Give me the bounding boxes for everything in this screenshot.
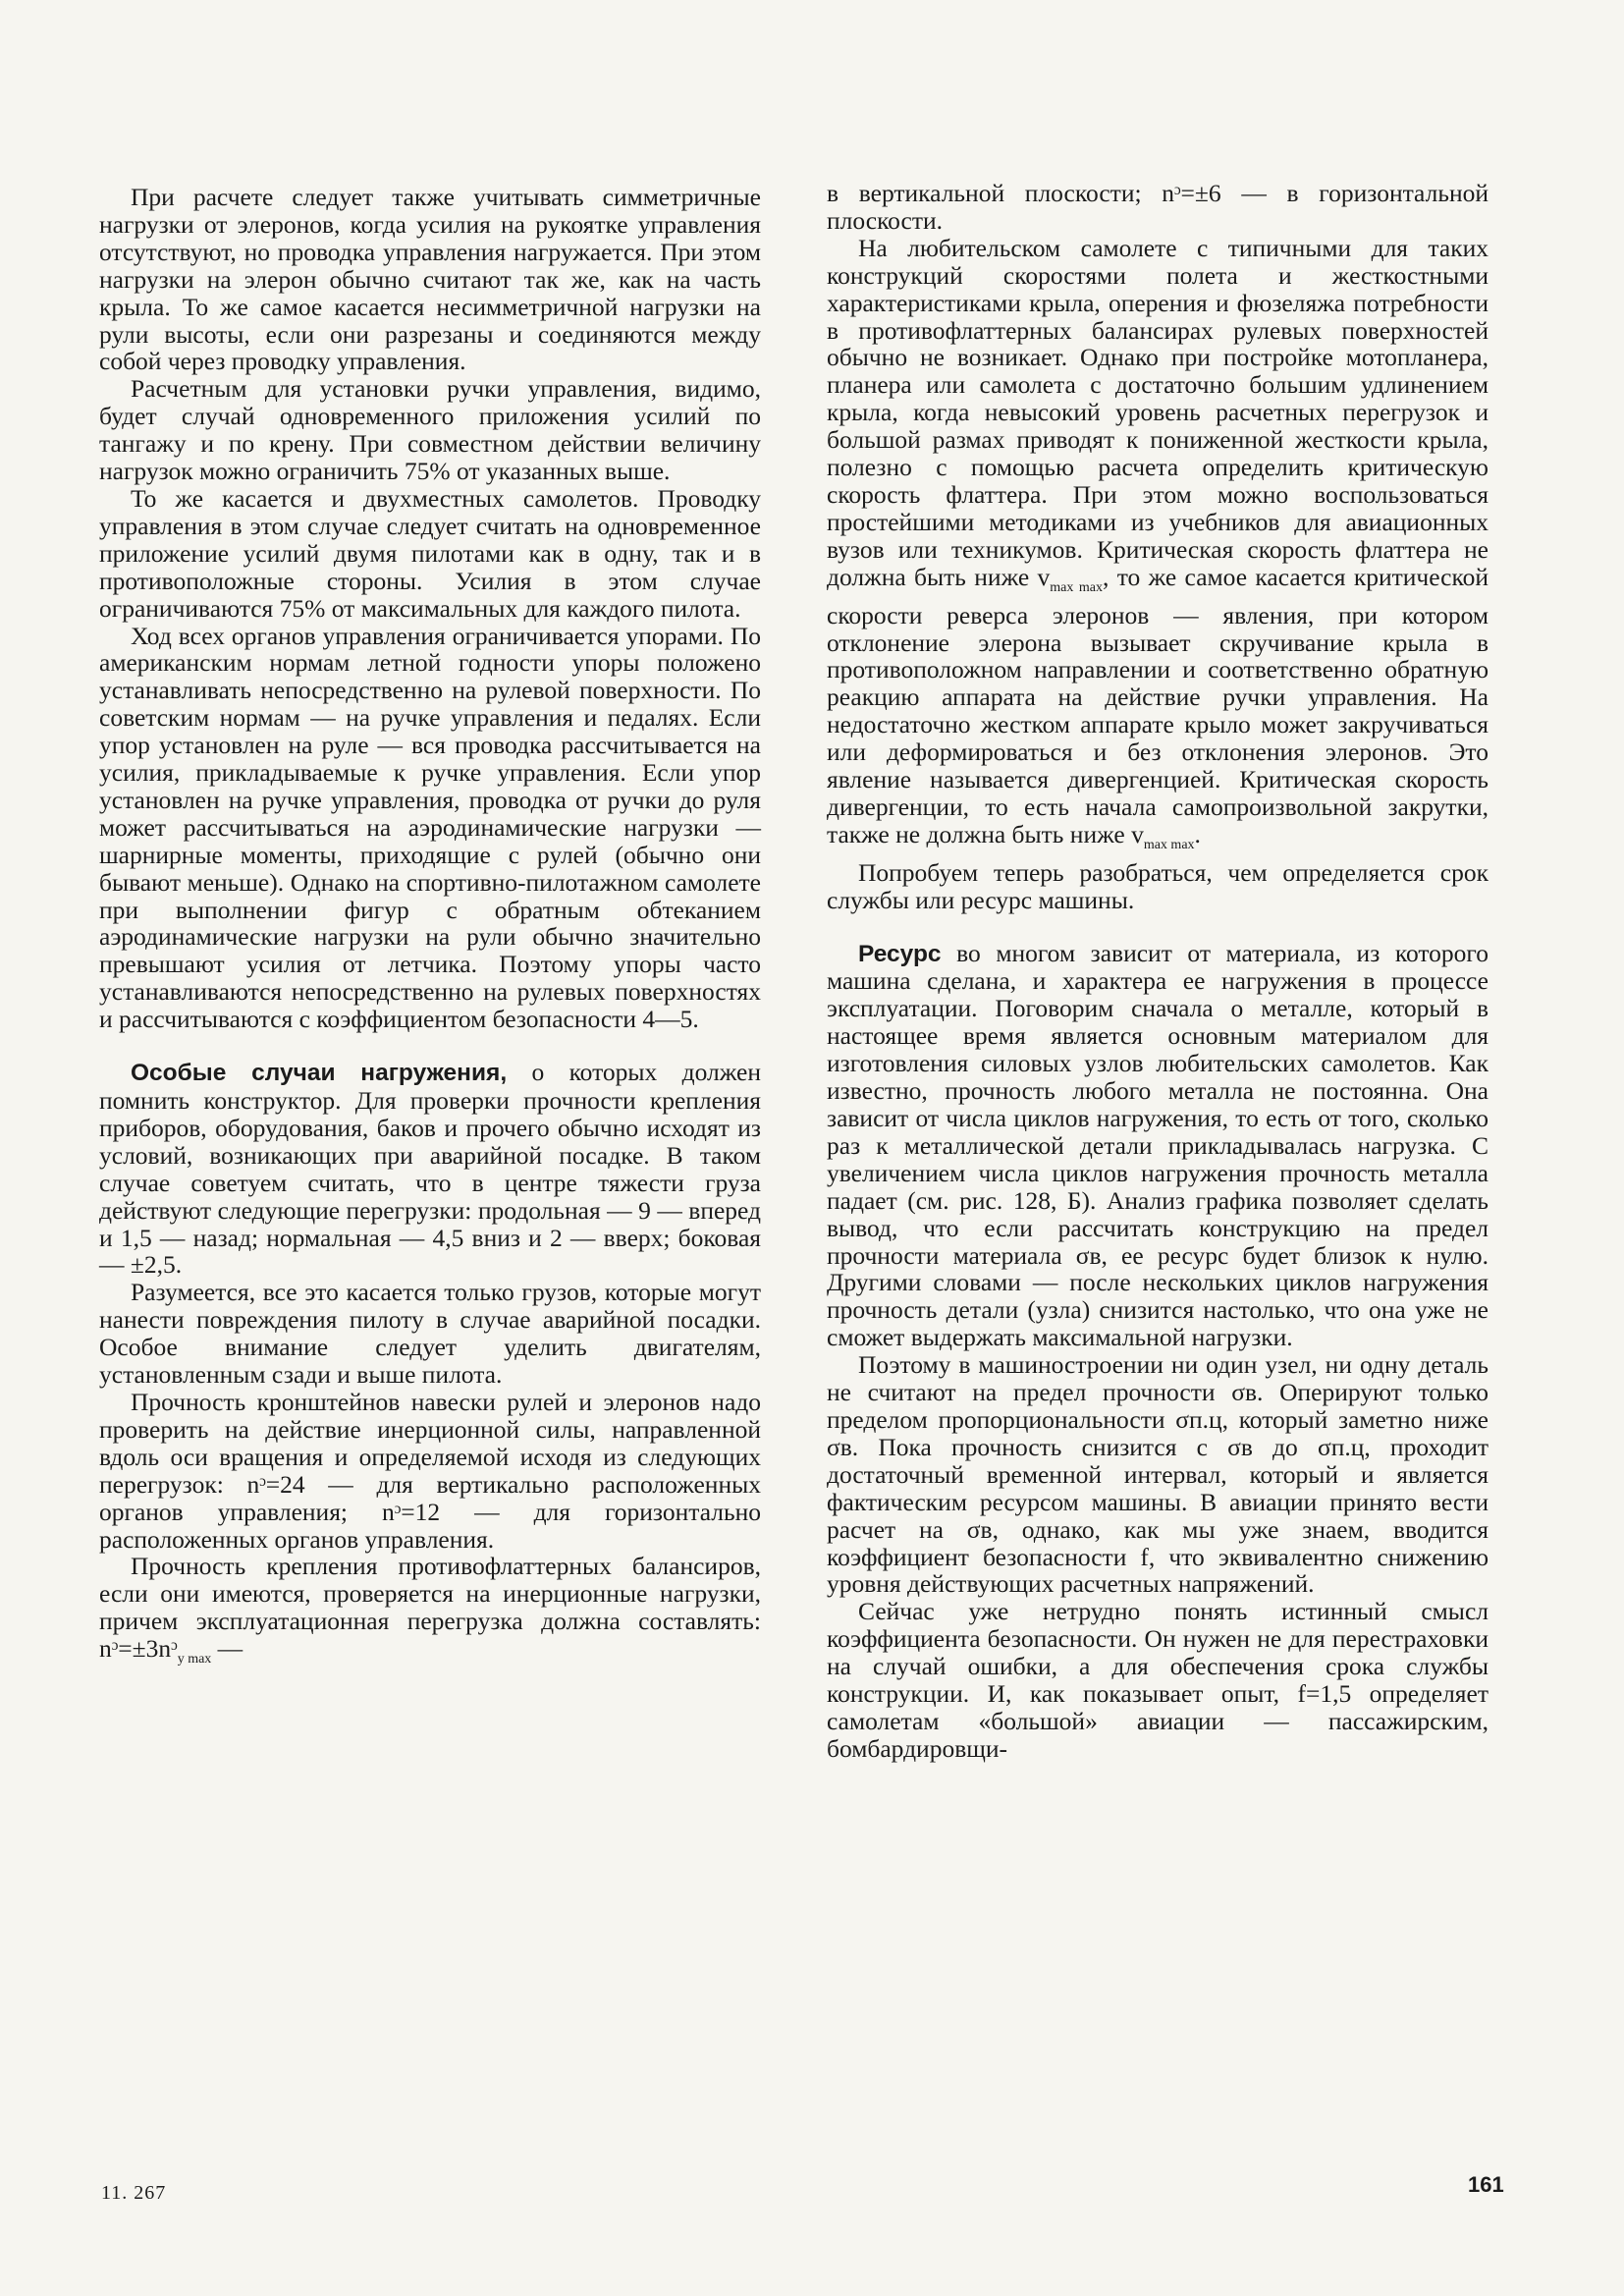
balancers-tail: —	[211, 1634, 244, 1664]
flutter-subscript-2: max max	[1143, 837, 1195, 852]
special-loads-text: о которых должен помнить конструктор. Для проверки прочности крепления приборов, оборудования, баков и прочего обычно исходят из условий, возникающих при аварийной посадке. В таком случае советуем считать, что в центре тяжести груза действуют следующие перегрузки: продольная — 9 — вперед и 1,5 — назад; нормальная — 4,5 вниз и 2 — вверх; боковая — ±2,5.	[99, 1058, 761, 1280]
section-heading-special-loads: Особые случаи нагружения,	[131, 1060, 508, 1087]
printer-signature: 11. 267	[101, 2182, 167, 2204]
paragraph-flutter	[827, 235, 1489, 859]
paragraph-special-loads	[99, 1059, 761, 1279]
paragraph-stops: Ход всех органов управления ограничивается упорами. По американским нормам летной годности упоры положено устанавливать непосредственно на рулевой поверхности. По советским нормам — на ручке управления и педалях. Если упор установлен на руле — вся проводка рассчитывается на усилия, прикладываемые к ручке управления. Если упор установлен на ручке управления, проводка от ручки до руля может рассчитываться на аэродинамические нагрузки — шарнирные моменты, приходящие с рулей (обычно они бывают меньше). Однако на спортивно-пилотажном самолете при выполнении фигур с обратным обтеканием аэродинамические нагрузки на рули обычно значительно превышают усилия от летчика. Поэтому упоры часто устанавливаются непосредственно на рулевых поверхностях и рассчитываются с коэффициентом безопасности 4—5.	[99, 621, 761, 1034]
paragraph-safety-factor: Сейчас уже нетрудно понять истинный смысл коэффициента безопасности. Он нужен не для перестраховки на случай ошибки, а для обеспечения срока службы конструкции. И, как показывает опыт, f=1,5 определяет самолетам «большой» авиации — пассажирским, бомбардировщи-	[827, 1597, 1489, 1763]
flutter-text-b: , то же самое касается критической скорости реверса элеронов — явления, при котором отклонение элерона вызывает скручивание крыла в противоположном направлении и соответственно обратную реакцию аппарата на действие ручки управления. На недостаточно жестком аппарате крыло может закручиваться или деформироваться и без отклонения элеронов. Это явление называется дивергенцией. Критическая скорость дивергенции, то есть начала самопроизвольной закрутки, также не должна быть ниже v	[827, 562, 1489, 848]
paragraph-mechanical-engineering: Поэтому в машиностроении ни один узел, ни одну деталь не считают на предел прочности σв. Оперируют только пределом пропорциональности σп.ц, который заметно ниже σв. Пока прочность снизится с σв до σп.ц, проходит достаточный временной интервал, который и является фактическим ресурсом машины. В авиации принято вести расчет на σв, однако, как мы уже знаем, вводится коэффициент безопасности f, что эквивалентно снижению уровня действующих расчетных напряжений.	[827, 1350, 1489, 1599]
paragraph-cargo: Разумеется, все это касается только грузов, которые могут нанести повреждения пилоту в случае аварийной посадки. Особое внимание следует уделить двигателям, установленным сзади и выше пилота.	[99, 1278, 761, 1390]
paragraph-balancers	[99, 1553, 761, 1673]
flutter-text-a: На любительском самолете с типичными для таких конструкций скоростями полета и жесткостными характеристиками крыла, оперения и фюзеляжа потребности в противофлаттерных балансирах рулевых поверхностей обычно не возникает. Однако при постройке мотопланера, планера или самолета с достаточно большим удлинением крыла, когда невысокий уровень расчетных перегрузок и большой размах приводят к пониженной жесткости крыла, полезно с помощью расчета определить критическую скорость флаттера. При этом можно воспользоваться простейшими методиками из учебников для авиационных вузов или техникумов. Критическая скорость флаттера не должна быть ниже v	[827, 233, 1489, 591]
flutter-subscript-1: max max	[1050, 579, 1103, 595]
paragraph-two-seat: То же касается и двухместных самолетов. Проводку управления в этом случае следует считать на одновременное приложение усилий двумя пилотами как в одну, так и в противоположные стороны. Усилия в этом случае ограничиваются 75% от максимальных для каждого пилота.	[99, 483, 761, 623]
page-number: 161	[1468, 2172, 1504, 2197]
right-column	[827, 180, 1489, 1763]
balancers-subscript: y max	[177, 1652, 212, 1667]
left-column	[99, 184, 761, 1673]
flutter-text-c: .	[1194, 819, 1201, 848]
resource-text: во многом зависит от материала, из которого машина сделана, и характера ее нагружения в процессе эксплуатации. Поговорим сначала о металле, который в настоящее время является основным материалом для изготовления силовых узлов любительских самолетов. Как известно, прочность любого металла не постоянна. Она зависит от числа циклов нагружения, то есть от того, сколько раз к металлической детали прикладывалась нагрузка. С увеличением числа циклов нагружения прочность металла падает (см. рис. 128, Б). Анализ графика позволяет сделать вывод, что если рассчитать конструкцию на предел прочности материала σв, ее ресурс будет близок к нулю. Другими словами — после нескольких циклов нагружения прочность детали (узла) снизится настолько, что она уже не сможет выдержать максимальной нагрузки.	[827, 938, 1489, 1352]
paragraph-symmetric-loads: При расчете следует также учитывать симметричные нагрузки от элеронов, когда усилия на рукоятке управления отсутствуют, но проводка управления нагружается. При этом нагрузки на элерон обычно считают так же, как на часть крыла. То же самое касается несимметричной нагрузки на рули высоты, если они разрезаны и соединяются между собой через проводку управления.	[99, 183, 761, 376]
paragraph-continuation: в вертикальной плоскости; nᵓ=±6 — в горизонтальной плоскости.	[827, 179, 1489, 235]
balancers-text: Прочность крепления противофлаттерных балансиров, если они имеются, проверяется на инерционные нагрузки, причем эксплуатационная перегрузка должна составлять: nᵓ=±3nᵓ	[99, 1552, 761, 1664]
paragraph-resource	[827, 940, 1489, 1352]
paragraph-service-life: Попробуем теперь разобраться, чем определяется срок службы или ресурс машины.	[827, 857, 1489, 914]
section-heading-resource: Ресурс	[858, 940, 942, 967]
paragraph-brackets: Прочность кронштейнов навески рулей и элеронов надо проверить на действие инерционной силы, направленной вдоль оси вращения и определяемой исходя из следующих перегрузок: nᵓ=24 — для вертикально расположенных органов управления; nᵓ=12 — для горизонтально расположенных органов управления.	[99, 1387, 761, 1554]
paragraph-control-stick: Расчетным для установки ручки управления, видимо, будет случай одновременного приложения усилий по тангажу и по крену. При совместном действии величину нагрузок можно ограничить 75% от указанных выше.	[99, 374, 761, 486]
